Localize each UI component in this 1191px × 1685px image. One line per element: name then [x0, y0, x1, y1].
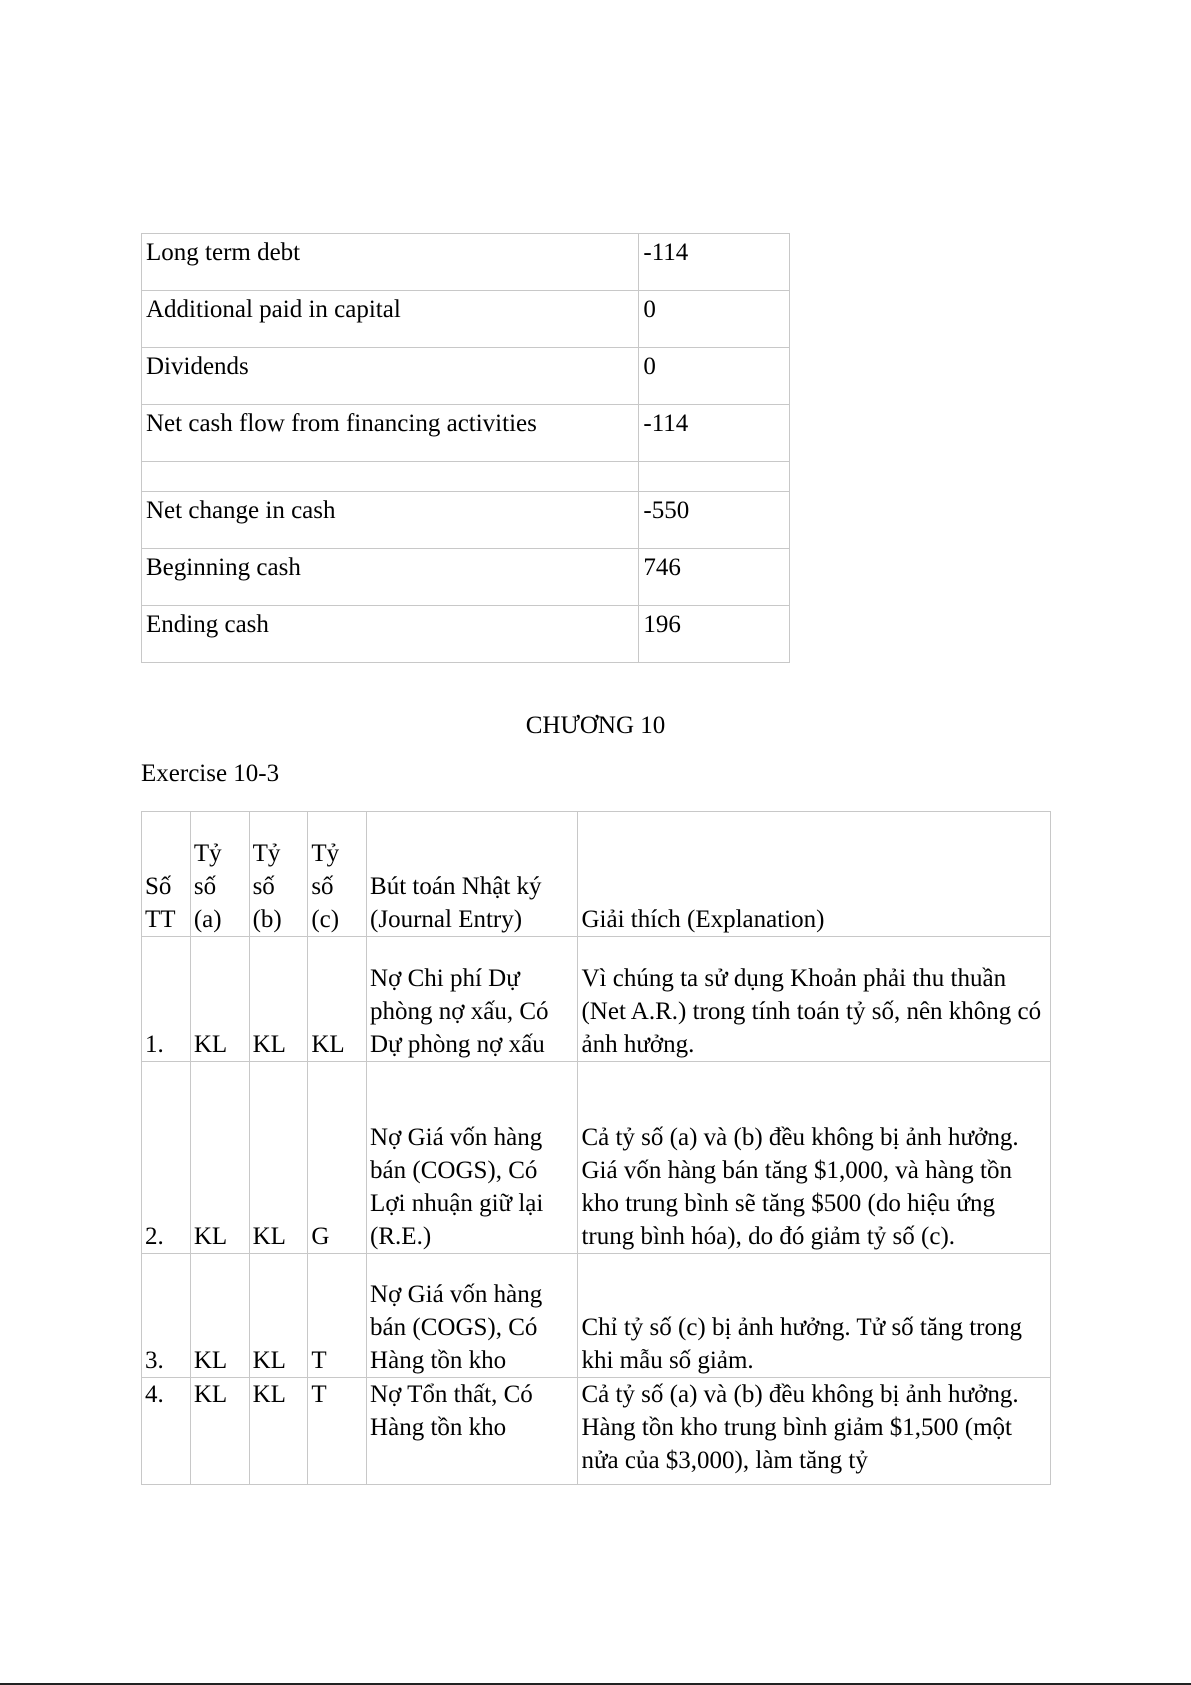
- row-label: Beginning cash: [146, 554, 301, 581]
- row-label: Dividends: [146, 353, 249, 380]
- cell-no: 3.: [142, 1254, 191, 1378]
- cell-b: KL: [249, 1254, 308, 1378]
- table-row-empty: [142, 462, 790, 492]
- cell-journal: Nợ Giá vốn hàng bán (COGS), Có Lợi nhuận giữ lại (R.E.): [367, 1062, 578, 1254]
- cell-c: T: [308, 1378, 367, 1485]
- cell-b: KL: [249, 1378, 308, 1485]
- cell-c: G: [308, 1062, 367, 1254]
- table-row: [142, 1378, 1051, 1485]
- row-value: 0: [643, 353, 656, 380]
- cell-a: KL: [190, 1378, 249, 1485]
- header-ratio-a: Tỷ số (a): [190, 812, 249, 937]
- cell-journal: Nợ Giá vốn hàng bán (COGS), Có Hàng tồn kho: [367, 1254, 578, 1378]
- cell-c: T: [308, 1254, 367, 1378]
- table-row: [142, 1062, 1051, 1254]
- table-header-row: [142, 812, 1051, 937]
- cell-no: 1.: [142, 937, 191, 1062]
- row-value: -114: [643, 410, 689, 437]
- row-label: Long term debt: [146, 239, 301, 266]
- cell-c: KL: [308, 937, 367, 1062]
- row-label: Net change in cash: [146, 497, 336, 524]
- row-label: Net cash flow from financing activities: [146, 410, 537, 437]
- table-row: [142, 492, 790, 549]
- cell-b: KL: [249, 1062, 308, 1254]
- table-row: [142, 606, 790, 663]
- row-value: 746: [643, 554, 681, 581]
- header-no: Số TT: [142, 812, 191, 937]
- table-row: [142, 1254, 1051, 1378]
- exercise-title: Exercise 10-3: [141, 760, 280, 787]
- chapter-title: CHƯƠNG 10: [525, 712, 666, 739]
- cell-a: KL: [190, 937, 249, 1062]
- table-row: [142, 348, 790, 405]
- table-row: [142, 291, 790, 348]
- row-value: 0: [643, 296, 656, 323]
- cell-journal: Nợ Chi phí Dự phòng nợ xấu, Có Dự phòng nợ xấu: [367, 937, 578, 1062]
- cash-flow-table: [141, 233, 790, 663]
- cell-no: 2.: [142, 1062, 191, 1254]
- table-row: [142, 549, 790, 606]
- cell-explanation: Vì chúng ta sử dụng Khoản phải thu thuần (Net A.R.) trong tính toán tỷ số, nên không có ảnh hưởng.: [578, 937, 1051, 1062]
- row-label: Ending cash: [146, 611, 269, 638]
- cell-no: 4.: [142, 1378, 191, 1485]
- row-label: Additional paid in capital: [146, 296, 401, 323]
- row-value: 196: [643, 611, 681, 638]
- header-journal-entry: Bút toán Nhật ký (Journal Entry): [367, 812, 578, 937]
- cell-b: KL: [249, 937, 308, 1062]
- header-ratio-c: Tỷ số (c): [308, 812, 367, 937]
- cell-journal: Nợ Tổn thất, Có Hàng tồn kho: [367, 1378, 578, 1485]
- header-ratio-b: Tỷ số (b): [249, 812, 308, 937]
- table-row: [142, 937, 1051, 1062]
- cell-explanation: Cả tỷ số (a) và (b) đều không bị ảnh hưởng. Giá vốn hàng bán tăng $1,000, và hàng tồn kho trung bình sẽ tăng $500 (do hiệu ứng trung bình hóa), do đó giảm tỷ số (c).: [578, 1062, 1051, 1254]
- cell-explanation: Cả tỷ số (a) và (b) đều không bị ảnh hưởng. Hàng tồn kho trung bình giảm $1,500 (một nửa của $3,000), làm tăng tỷ: [578, 1378, 1051, 1485]
- exercise-table: [141, 811, 1051, 1485]
- cell-a: KL: [190, 1062, 249, 1254]
- table-row: [142, 234, 790, 291]
- cell-explanation: Chỉ tỷ số (c) bị ảnh hưởng. Tử số tăng trong khi mẫu số giảm.: [578, 1254, 1051, 1378]
- header-explanation: Giải thích (Explanation): [578, 812, 1051, 937]
- cell-a: KL: [190, 1254, 249, 1378]
- row-value: -114: [643, 239, 689, 266]
- row-value: -550: [643, 497, 690, 524]
- table-row: [142, 405, 790, 462]
